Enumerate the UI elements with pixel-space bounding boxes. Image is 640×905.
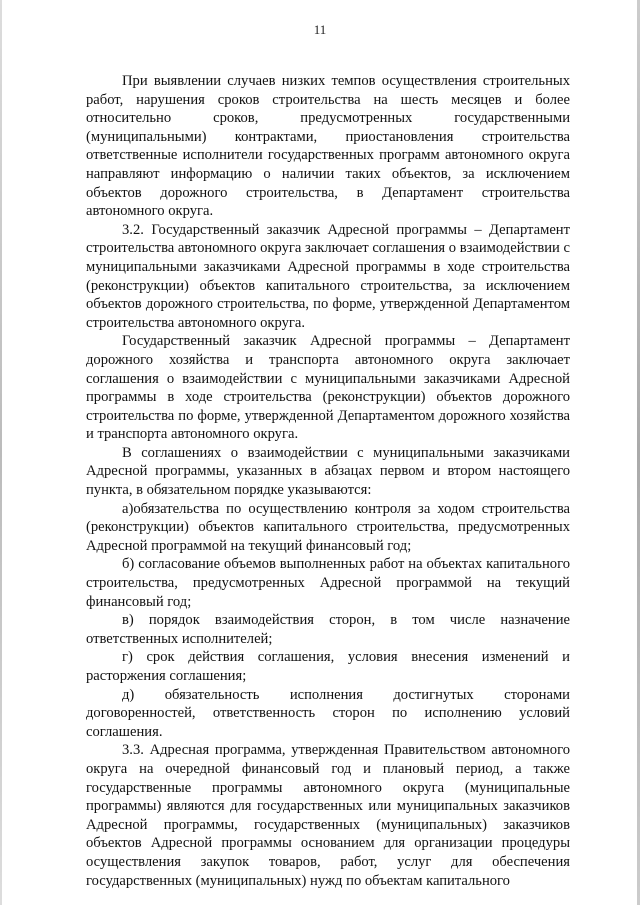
scan-edge-left [0,0,2,905]
list-item-g: г) срок действия соглашения, условия внесения изменений и расторжения соглашения; [86,649,570,684]
list-item-a: а)обязательства по осуществлению контроля за ходом строительства (реконструкции) объектов капитального строительства, предусмотренных Адресной программой на текущий финансовый год; [86,500,570,554]
paragraph-low-pace-cases: При выявлении случаев низких темпов осуществления строительных работ, нарушения сроков строительства на шесть месяцев и более относительно сроков, предусмотренных государственными (муниципальными) контрактами, приостановления строительства ответственные исполнители государственных программ автономного округа направляют информацию о наличии таких объектов, за исключением объектов дорожного строительства, в Департамент строительства автономного округа. [86,73,570,220]
paragraph-3-2: 3.2. Государственный заказчик Адресной программы – Департамент строительства автономного округа заключает соглашения о взаимодействии с муниципальными заказчиками Адресной программы в ходе строительства (реконструкции) объектов капитального строительства, за исключением объектов дорожного строительства, по форме, утвержденной Департаментом строительства автономного округа. [86,221,570,331]
list-item-b: б) согласование объемов выполненных работ на объектах капитального строительства, предусмотренных Адресной программой на текущий финансовый год; [86,556,570,610]
page-number: 11 [313,22,327,37]
paragraph-road-department: Государственный заказчик Адресной программы – Департамент дорожного хозяйства и транспорта автономного округа заключает соглашения о взаимодействии с муниципальными заказчиками Адресной программы в ходе строительства (реконструкции) объектов дорожного строительства по форме, утвержденной Департаментом дорожного хозяйства и транспорта автономного округа. [86,333,570,443]
document-body [86,72,570,890]
paragraph-agreement-contents: В соглашениях о взаимодействии с муниципальными заказчиками Адресной программы, указанных в абзацах первом и втором настоящего пункта, в обязательном порядке указываются: [86,444,570,499]
list-item-v: в) порядок взаимодействия сторон, в том числе назначение ответственных исполнителей; [86,612,570,647]
paragraph-3-3: 3.3. Адресная программа, утвержденная Правительством автономного округа на очередной финансовый год и плановый период, а также государственные программы автономного округа (муниципальные программы) являются для государственных или муниципальных заказчиков Адресной программы, государственных (муниципальных) заказчиков объектов Адресной программы основанием для организации процедуры осуществления закупок товаров, работ, услуг для обеспечения государственных (муниципальных) нужд по объектам капитального [86,742,570,889]
list-item-d: д) обязательность исполнения достигнутых сторонами договоренностей, ответственность сторон по исполнению условий соглашения. [86,686,570,740]
